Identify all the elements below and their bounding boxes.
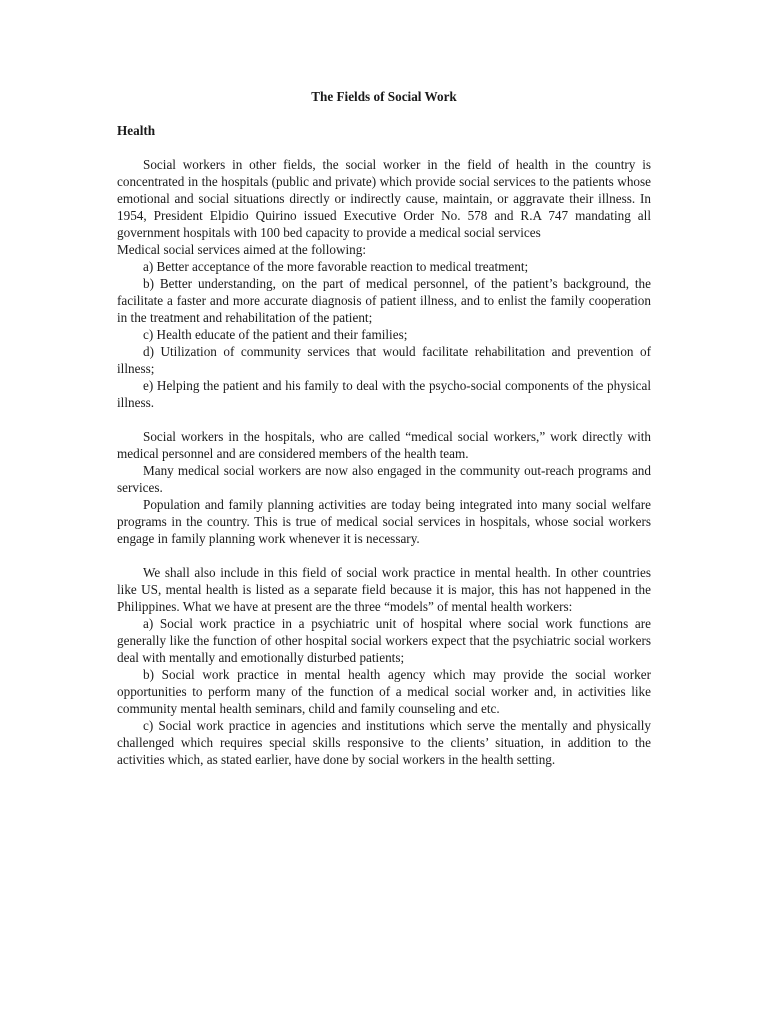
services-item-e: e) Helping the patient and his family to deal with the psycho-social components of the physical illness. xyxy=(117,378,651,410)
services-item-c: c) Health educate of the patient and their families; xyxy=(143,327,408,342)
services-item-b: b) Better understanding, on the part of medical personnel, of the patient’s background, the facilitate a faster and more accurate diagnosis of patient illness, and to enlist the family cooperation in the treatment and rehabilitation of the patient; xyxy=(117,276,651,325)
mental-health-item-a: a) Social work practice in a psychiatric unit of hospital where social work functions are generally like the function of other hospital social workers expect that the psychiatric social workers deal with mentally and emotionally disturbed patients; xyxy=(117,616,651,665)
hospital-paragraph-1: Social workers in the hospitals, who are called “medical social workers,” work directly with medical personnel and are considered members of the health team. xyxy=(117,429,651,461)
services-item-d: d) Utilization of community services that would facilitate rehabilitation and prevention of illness; xyxy=(117,344,651,376)
hospital-paragraph-2: Many medical social workers are now also engaged in the community out-reach programs and services. xyxy=(117,463,651,495)
hospital-paragraph-3: Population and family planning activities are today being integrated into many social welfare programs in the country. This is true of medical social services in hospitals, whose social workers engage in family planning work whenever it is necessary. xyxy=(117,497,651,546)
section-heading-health: Health xyxy=(117,123,156,138)
document-title: The Fields of Social Work xyxy=(311,89,457,104)
document-page xyxy=(117,88,651,768)
services-item-a: a) Better acceptance of the more favorable reaction to medical treatment; xyxy=(143,259,529,274)
mental-health-paragraph: We shall also include in this field of social work practice in mental health. In other countries like US, mental health is listed as a separate field because it is major, this has not happened in the Philippines. What we have at present are the three “models” of mental health workers: xyxy=(117,565,651,614)
mental-health-item-c: c) Social work practice in agencies and institutions which serve the mentally and physically challenged which requires special skills responsive to the clients’ situation, in addition to the activities which, as stated earlier, have done by social workers in the health setting. xyxy=(117,718,651,767)
intro-paragraph: Social workers in other fields, the social worker in the field of health in the country is concentrated in the hospitals (public and private) which provide social services to the patients whose emotional and social situations directly or indirectly cause, maintain, or aggravate their illness. In 1954, President Elpidio Quirino issued Executive Order No. 578 and R.A 747 mandating all government hospitals with 100 bed capacity to provide a medical social services xyxy=(117,157,651,240)
services-lead: Medical social services aimed at the following: xyxy=(117,242,367,257)
mental-health-item-b: b) Social work practice in mental health agency which may provide the social worker opportunities to perform many of the function of a medical social worker and, in activities like community mental health seminars, child and family counseling and etc. xyxy=(117,667,651,716)
